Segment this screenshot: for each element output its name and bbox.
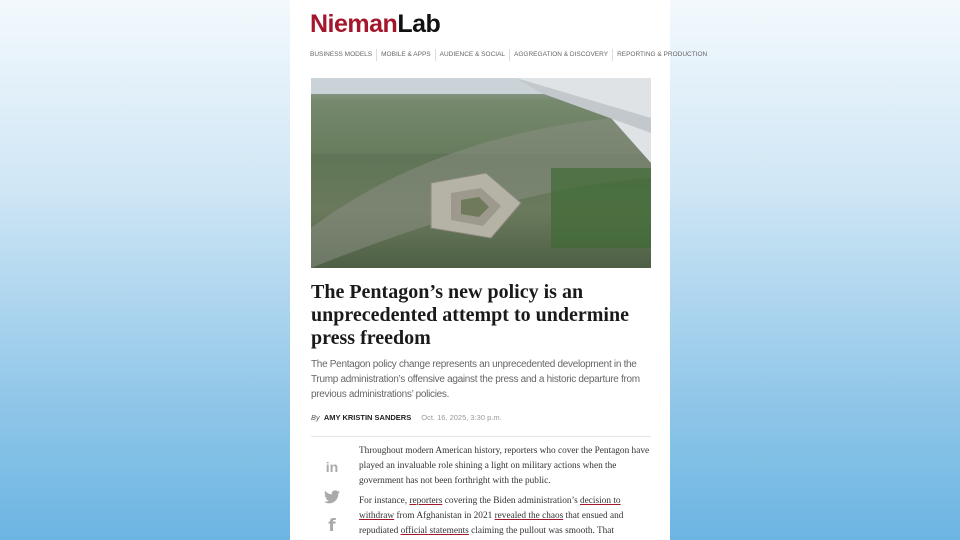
nav-reporting-production[interactable]: REPORTING & PRODUCTION (612, 49, 711, 61)
author-link[interactable]: AMY KRISTIN SANDERS (323, 413, 412, 422)
facebook-icon[interactable]: f (328, 516, 336, 536)
logo-part2: Lab (397, 10, 441, 38)
twitter-icon[interactable] (324, 490, 340, 508)
text: For instance, (359, 496, 410, 506)
linkedin-icon[interactable]: in (325, 459, 339, 475)
section-nav (308, 49, 711, 61)
text: from Afghanistan in 2021 (394, 511, 495, 521)
nav-mobile-apps[interactable]: MOBILE & APPS (376, 49, 435, 61)
article-body (359, 444, 655, 539)
link-revealed-the-chaos[interactable]: revealed the chaos (494, 511, 564, 521)
nav-business-models[interactable]: BUSINESS MODELS (310, 51, 373, 58)
paragraph-1: Throughout modern American history, reporters who cover the Pentagon have played an invaluable role shining a light on military actions when the government has not been forthright with the public. (359, 446, 650, 486)
article-title: The Pentagon’s new policy is an unprecedented attempt to undermine press freedom (311, 281, 629, 349)
niemanlab-logo[interactable] (310, 10, 440, 39)
divider (311, 436, 651, 437)
text: that ensued and repudiated (359, 511, 624, 536)
text: covering the Biden administration’s (442, 496, 581, 506)
publish-date: Oct. 16, 2025, 3:30 p.m. (421, 413, 502, 422)
paragraph-2 (359, 494, 655, 539)
byline-by: By (311, 413, 320, 422)
byline (311, 413, 502, 422)
nav-aggregation-discovery[interactable]: AGGREGATION & DISCOVERY (509, 49, 612, 61)
nav-audience-social[interactable]: AUDIENCE & SOCIAL (435, 49, 509, 61)
link-reporters[interactable]: reporters (409, 496, 443, 506)
link-official-statements[interactable]: official statements (400, 526, 469, 536)
article-page (290, 0, 708, 540)
hero-image-pentagon-aerial (311, 78, 651, 268)
link-decision-to-withdraw[interactable]: decision to withdraw (359, 496, 621, 521)
text: claiming the pullout was smooth. That (468, 526, 615, 536)
logo-part1: Nieman (310, 10, 398, 38)
article-dek: The Pentagon policy change represents an unprecedented development in the Trump administration’s offensive against the press and a historic departure from previous administrations’ policies. (311, 359, 640, 400)
